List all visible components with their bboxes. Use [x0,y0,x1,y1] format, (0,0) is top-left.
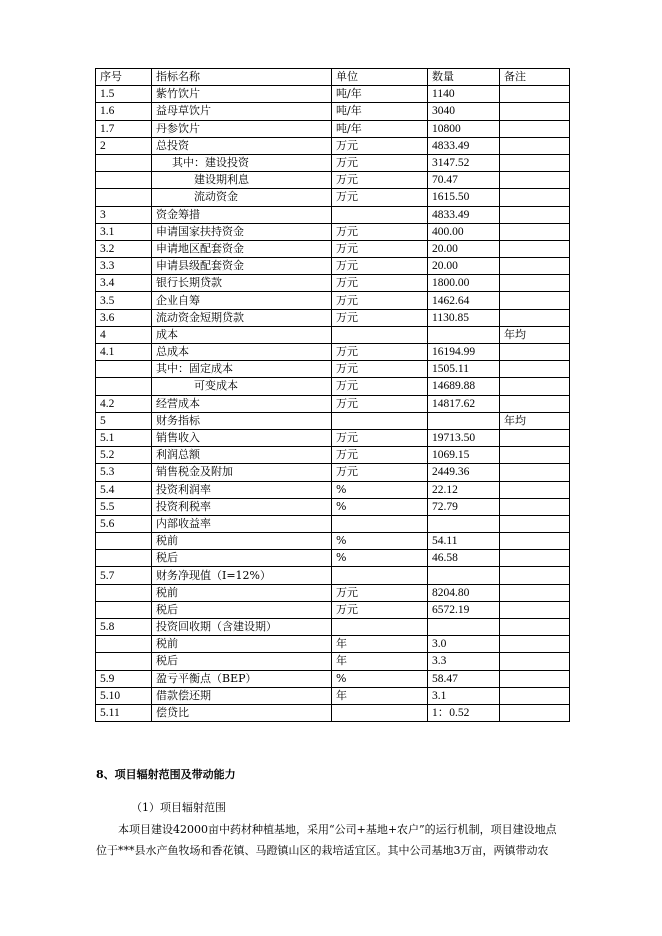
row-note [500,137,570,154]
table-row [96,344,570,361]
row-name [152,189,332,206]
row-value: 2449.36 [428,464,500,481]
row-value: 1069.15 [428,447,500,464]
row-value: 6572.19 [428,601,500,618]
row-number [96,378,152,395]
row-number: 4.2 [96,395,152,412]
table-row [96,378,570,395]
table-row [96,704,570,721]
row-name: 投资利润率 [152,481,332,498]
row-note [500,619,570,636]
row-name: 税前 [152,636,332,653]
row-number: 1.7 [96,120,152,137]
row-note [500,292,570,309]
row-unit [332,515,428,532]
row-value: 1505.11 [428,361,500,378]
row-unit: 万元 [332,154,428,171]
row-note [500,240,570,257]
row-value: 1462.64 [428,292,500,309]
row-note [500,601,570,618]
indicator-table [95,68,570,722]
row-number: 3.2 [96,240,152,257]
row-note [500,567,570,584]
row-number: 5.6 [96,515,152,532]
row-unit: 万元 [332,584,428,601]
row-unit: 万元 [332,223,428,240]
row-note [500,533,570,550]
table-row [96,275,570,292]
table-row [96,103,570,120]
row-name: 流动资金短期贷款 [152,309,332,326]
row-unit: 年 [332,653,428,670]
row-unit: 万元 [332,258,428,275]
row-number: 3 [96,206,152,223]
header-value: 数量 [428,69,500,86]
row-number: 5.8 [96,619,152,636]
row-value: 14689.88 [428,378,500,395]
row-note [500,704,570,721]
row-number [96,653,152,670]
row-unit: 万元 [332,395,428,412]
row-name: 投资利税率 [152,498,332,515]
row-number [96,154,152,171]
row-name: 企业自筹 [152,292,332,309]
row-number: 5 [96,412,152,429]
row-number [96,636,152,653]
row-name: 总成本 [152,344,332,361]
row-unit [332,619,428,636]
row-unit: 万元 [332,275,428,292]
row-note [500,309,570,326]
row-name [152,378,332,395]
table-row [96,137,570,154]
row-name-text: 可变成本 [194,379,238,393]
row-note [500,687,570,704]
row-number: 5.5 [96,498,152,515]
table-row [96,481,570,498]
table-row [96,567,570,584]
header-note: 备注 [500,69,570,86]
row-note [500,447,570,464]
row-name: 税后 [152,653,332,670]
row-name: 税前 [152,533,332,550]
row-unit [332,206,428,223]
row-name: 税后 [152,550,332,567]
row-note [500,189,570,206]
row-number [96,361,152,378]
row-value: 19713.50 [428,429,500,446]
row-value: 58.47 [428,670,500,687]
table-row [96,670,570,687]
row-value: 4833.49 [428,137,500,154]
row-unit: 吨/年 [332,103,428,120]
row-value: 3.3 [428,653,500,670]
row-note [500,223,570,240]
row-value: 70.47 [428,172,500,189]
row-note [500,515,570,532]
row-unit: 万元 [332,378,428,395]
row-unit: 万元 [332,447,428,464]
table-row [96,86,570,103]
row-name: 总投资 [152,137,332,154]
table-row [96,120,570,137]
row-name: 申请地区配套资金 [152,240,332,257]
row-note [500,429,570,446]
row-name: 投资回收期（含建设期） [152,619,332,636]
row-number: 1.5 [96,86,152,103]
row-number: 3.3 [96,258,152,275]
table-row [96,326,570,343]
table-row [96,429,570,446]
header-name: 指标名称 [152,69,332,86]
row-name: 其中：固定成本 [152,361,332,378]
row-value: 10800 [428,120,500,137]
row-unit: 万元 [332,189,428,206]
row-unit: % [332,481,428,498]
row-value [428,326,500,343]
row-name: 丹参饮片 [152,120,332,137]
row-name: 资金筹措 [152,206,332,223]
table-row [96,636,570,653]
row-name [152,172,332,189]
row-name-text: 建设期利息 [194,173,249,187]
row-note [500,498,570,515]
row-note [500,120,570,137]
table-row [96,292,570,309]
table-row [96,498,570,515]
row-note [500,464,570,481]
row-note [500,636,570,653]
paragraph-line: 位于***县水产鱼牧场和香花镇、马蹬镇山区的栽培适宜区。其中公司基地3万亩，两镇带动农 [96,844,549,857]
row-note: 年均 [500,412,570,429]
row-value: 22.12 [428,481,500,498]
row-number: 4.1 [96,344,152,361]
row-value [428,515,500,532]
section-title: 8、项目辐射范围及带动能力 [96,768,236,781]
row-name: 税前 [152,584,332,601]
row-note [500,378,570,395]
table-row [96,601,570,618]
row-value: 1800.00 [428,275,500,292]
row-note: 年均 [500,326,570,343]
table-row [96,154,570,171]
row-value: 1：0.52 [428,704,500,721]
row-number: 5.3 [96,464,152,481]
row-number: 1.6 [96,103,152,120]
row-value [428,567,500,584]
row-unit: 万元 [332,240,428,257]
row-value: 20.00 [428,258,500,275]
row-unit: 万元 [332,601,428,618]
row-number: 2 [96,137,152,154]
row-name: 银行长期贷款 [152,275,332,292]
row-note [500,361,570,378]
row-number: 3.4 [96,275,152,292]
row-name: 申请国家扶持资金 [152,223,332,240]
paragraph-line: 本项目建设42000亩中药材种植基地，采用“公司+基地+农户”的运行机制，项目建设地点 [118,823,557,836]
row-note [500,395,570,412]
row-name: 内部收益率 [152,515,332,532]
row-number: 5.2 [96,447,152,464]
row-unit: 万元 [332,464,428,481]
row-number [96,189,152,206]
table-row [96,619,570,636]
header-unit: 单位 [332,69,428,86]
row-name: 益母草饮片 [152,103,332,120]
row-name: 销售税金及附加 [152,464,332,481]
table-row [96,464,570,481]
row-unit: 万元 [332,309,428,326]
row-value: 72.79 [428,498,500,515]
row-number: 3.6 [96,309,152,326]
row-name: 借款偿还期 [152,687,332,704]
row-name: 利润总额 [152,447,332,464]
row-note [500,86,570,103]
row-note [500,258,570,275]
row-unit: 吨/年 [332,120,428,137]
table-row [96,533,570,550]
row-value: 8204.80 [428,584,500,601]
row-name: 财务指标 [152,412,332,429]
row-value: 46.58 [428,550,500,567]
header-no: 序号 [96,69,152,86]
row-value [428,412,500,429]
row-unit: 万元 [332,344,428,361]
row-note [500,584,570,601]
row-name-text: 其中：建设投资 [172,156,249,170]
indicator-table-body [96,69,570,722]
row-unit: % [332,670,428,687]
row-number: 3.1 [96,223,152,240]
row-number: 5.10 [96,687,152,704]
table-row [96,258,570,275]
row-unit: 万元 [332,429,428,446]
table-row [96,206,570,223]
row-name: 税后 [152,601,332,618]
row-number [96,550,152,567]
row-value: 3.1 [428,687,500,704]
row-note [500,172,570,189]
row-note [500,653,570,670]
table-row [96,584,570,601]
table-row [96,395,570,412]
table-row [96,240,570,257]
table-row [96,687,570,704]
subsection-title: （1）项目辐射范围 [131,801,226,814]
row-value: 54.11 [428,533,500,550]
table-row [96,412,570,429]
row-unit: 万元 [332,361,428,378]
row-number [96,172,152,189]
row-name-text: 流动资金 [194,190,238,204]
row-note [500,670,570,687]
row-number [96,601,152,618]
row-name: 申请县级配套资金 [152,258,332,275]
row-unit: 万元 [332,137,428,154]
row-note [500,103,570,120]
row-unit [332,326,428,343]
table-row [96,550,570,567]
row-name: 经营成本 [152,395,332,412]
row-number: 4 [96,326,152,343]
row-value: 1140 [428,86,500,103]
row-name: 紫竹饮片 [152,86,332,103]
row-unit: 万元 [332,172,428,189]
row-name: 盈亏平衡点（BEP） [152,670,332,687]
row-number: 5.9 [96,670,152,687]
row-value: 3.0 [428,636,500,653]
row-unit [332,412,428,429]
row-unit: % [332,498,428,515]
row-number [96,584,152,601]
table-row [96,309,570,326]
row-number: 3.5 [96,292,152,309]
row-number: 5.1 [96,429,152,446]
row-value [428,619,500,636]
row-unit: 吨/年 [332,86,428,103]
row-note [500,481,570,498]
table-row [96,172,570,189]
row-value: 1130.85 [428,309,500,326]
row-name [152,154,332,171]
row-value: 4833.49 [428,206,500,223]
row-value: 20.00 [428,240,500,257]
row-note [500,206,570,223]
row-note [500,275,570,292]
row-number: 5.4 [96,481,152,498]
row-unit: % [332,550,428,567]
table-row [96,515,570,532]
row-name: 成本 [152,326,332,343]
row-value: 14817.62 [428,395,500,412]
table-row [96,447,570,464]
row-value: 3147.52 [428,154,500,171]
row-unit: 年 [332,636,428,653]
table-row [96,361,570,378]
row-number: 5.7 [96,567,152,584]
table-header-row [96,69,570,86]
row-name: 销售收入 [152,429,332,446]
table-row [96,189,570,206]
table-row [96,653,570,670]
table-row [96,223,570,240]
row-name: 偿贷比 [152,704,332,721]
row-unit: 万元 [332,292,428,309]
row-note [500,154,570,171]
row-value: 3040 [428,103,500,120]
row-unit [332,704,428,721]
row-number [96,533,152,550]
row-value: 1615.50 [428,189,500,206]
row-value: 400.00 [428,223,500,240]
row-value: 16194.99 [428,344,500,361]
row-unit [332,567,428,584]
row-unit: 年 [332,687,428,704]
row-unit: % [332,533,428,550]
row-number: 5.11 [96,704,152,721]
row-name: 财务净现值（I=12%） [152,567,332,584]
row-note [500,344,570,361]
row-note [500,550,570,567]
